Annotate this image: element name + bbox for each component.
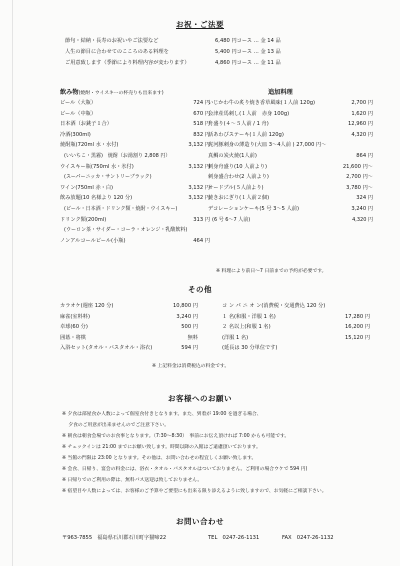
menu-item: [60, 344, 198, 355]
item-price: 864 円: [356, 152, 373, 159]
course-price: 5,400 円コース … 金 13 品: [215, 49, 281, 55]
item-name: いじかわ牛の炙り焼き香草風味(１人前 120g): [208, 100, 316, 106]
item-name: カラオケ(週座 120 分): [60, 303, 114, 309]
item-name: 刺身盛合わせ(2 人前より): [208, 174, 269, 181]
item-name: 入浴セット(タオル・バスタオル・浴衣): [60, 345, 153, 352]
menu-subnote: [60, 205, 210, 216]
request-line: ※ 宿望目や人数によっては、お客様のご予算やご要望にも出来る限り添えるように致しますので、お気軽にご相談下さい。: [62, 489, 327, 494]
item-price: 724 円: [193, 100, 210, 106]
request-line: ※ 朝食は朝食会場でのお食事となります。（7:30〜8:30） 事前にお伝え頂ければ 7:00 からも可能です。: [62, 434, 290, 439]
celebration-text: 節句・結納・長寿のお祝いやご法要など: [65, 38, 159, 44]
menu-item: [208, 163, 373, 174]
item-price: 500 円: [181, 324, 198, 331]
item-name: オードブル(５人前より): [208, 184, 264, 191]
item-price: 15,120 円: [345, 334, 370, 341]
scan-edge: [12, 0, 13, 566]
menu-subnote: [208, 216, 373, 227]
menu-item: [208, 194, 373, 205]
menu-item: [222, 323, 370, 334]
item-subtext: (スーパーニッカ・サントリーブラック): [64, 174, 152, 181]
item-name: 真鯛の炭火焼(1人前): [208, 152, 257, 159]
item-name: 会津産馬刺し(１人前 赤身 100g): [208, 110, 290, 117]
drinks-title-note: (焼酎・ウイスキーの杯売りも出来ます): [78, 91, 164, 96]
item-name: デコレーションケーキ(5 号 3〜5 人前): [208, 205, 300, 212]
menu-item: [60, 313, 198, 324]
item-name: 虎河豚刺身の薄造り(大皿 3〜4人前 ) 27,000 円〜: [208, 142, 327, 149]
item-name: ビール（中瓶）: [60, 110, 97, 117]
item-price: 3,240 円: [351, 205, 373, 212]
item-price: 4,320 円: [351, 131, 373, 138]
menu-item: [208, 99, 373, 110]
celebration-text: 人生の節目に合わせてのこころのある料理を: [65, 49, 169, 55]
item-name: 活あわびステーキ(１人前 120g): [208, 131, 284, 138]
item-price: 16,200 円: [345, 324, 370, 331]
other-left: [60, 302, 198, 355]
course-price: 6,480 円コース … 金 14 品: [215, 38, 281, 44]
drinks-header: [60, 87, 210, 99]
item-name: コ ン パ ニ オ ン(消費税・交通費込 120 分): [222, 303, 326, 309]
request-line: 夕食のご用意が出来ませんのでご注意下さい。: [62, 423, 170, 428]
menu-item: [208, 184, 373, 195]
item-name: (延長は 30 分単位です): [222, 345, 278, 352]
celebration-text: ご用意致します（季節により料理内容が変わります）: [65, 60, 190, 66]
item-subtext: (ビール・日本酒・ドリンク類・焼酎・ウイスキー): [64, 205, 178, 212]
item-price: 12,960 円: [348, 121, 373, 128]
menu-item: [60, 323, 198, 334]
menu-subnote: [60, 173, 210, 184]
menu-item: [60, 237, 210, 248]
menu-item: [60, 184, 210, 195]
item-name: ウイスキー瓶(750ml 水・氷付): [60, 163, 134, 170]
item-price: 3,132 円: [188, 142, 210, 149]
request-line: ※ 会食、日帰り、宴会の料金には、浴衣・タオル・バスタオルはついておりません。ご利用の場合ウケで 594 円): [62, 467, 308, 472]
menu-item: [222, 344, 370, 355]
item-price: 670 円: [193, 110, 210, 117]
item-price: 3,132 円: [188, 184, 210, 191]
item-name: ワイン(750ml 赤・白): [60, 184, 114, 191]
menu-item: [60, 216, 210, 227]
menu-item: [60, 99, 210, 110]
item-subtext: (6 号 6〜7 人前): [212, 216, 251, 223]
address: 〒963-7855 福島県石川郡石川町字猫啼22: [62, 535, 167, 541]
celebration-row: [65, 37, 335, 47]
item-name: 焼酎瓶(720ml 水・水付): [60, 142, 119, 149]
item-price: 3,780 円〜: [346, 184, 373, 191]
menu-item: [208, 173, 373, 184]
request-line: ※ チェックインは 21:00 までにお願い致します。時間以降の入館はご遠慮頂いております。: [62, 445, 261, 450]
drinks-title: 飲み物: [60, 89, 79, 96]
extra-note: ※ 料理により前日〜7 日前までの予約が必要です。: [216, 269, 327, 274]
item-name: 飲み放題(10 名様より 120 分): [60, 195, 133, 202]
phone-number: TEL 0247-26-1131: [208, 535, 260, 541]
item-price: 324 円: [356, 195, 373, 202]
menu-item: [208, 131, 373, 142]
requests-title: お客様へのお願い: [168, 394, 232, 403]
item-name: 麻雀(室料料): [60, 313, 90, 320]
menu-item: [222, 313, 370, 324]
item-name: 冷酒(300ml): [60, 131, 91, 138]
menu-item: [222, 302, 370, 313]
other-right: [222, 302, 370, 355]
item-name: 舟盛り(４〜５人前 / 1 舟): [208, 121, 269, 128]
menu-item: [60, 110, 210, 121]
celebration-row: [65, 59, 335, 69]
requests-list: [62, 410, 372, 498]
item-price: 313 円: [193, 216, 210, 223]
celebration-row: [65, 48, 335, 58]
menu-item: [208, 205, 373, 216]
drinks-list: [60, 99, 210, 247]
extra-column: [208, 87, 373, 226]
item-name: 囲碁・将棋: [60, 334, 86, 341]
menu-item: [60, 194, 210, 205]
drinks-column: [60, 87, 210, 247]
menu-item: [208, 120, 373, 131]
item-name: ノンアルコールビール(小瓶): [60, 237, 126, 244]
menu-subnote: [60, 226, 210, 237]
menu-item: [60, 163, 210, 174]
item-name: ２ 名以上(和服 1 名): [222, 324, 271, 331]
item-name: (洋服 1 名): [222, 334, 249, 341]
menu-item: [60, 131, 210, 142]
item-subtext: (ウーロン茶・サイダー・コーラ・オレンジ・乳酸飲料): [64, 227, 188, 234]
item-name: 刺身舟盛り(10 人前より): [208, 163, 267, 170]
celebration-title: お祝・ご法要: [176, 20, 224, 29]
other-title: その他: [188, 285, 212, 294]
item-price: 518 円: [193, 121, 210, 128]
item-price: 2,700 円〜: [346, 174, 373, 181]
item-name: ドリンク類(200ml): [60, 216, 107, 223]
item-price: 21,600 円〜: [342, 163, 373, 170]
item-price: 3,132 円: [188, 195, 210, 202]
extra-list: [208, 99, 373, 226]
item-name: 卓球(60 分): [60, 324, 88, 331]
item-price: 2,700 円: [351, 100, 373, 106]
menu-item: [60, 302, 198, 313]
item-price: 832 円: [193, 131, 210, 138]
item-price: 4,320 円: [352, 216, 373, 223]
item-subtext: (いいちこ・黒霧) 焼酎（お湯割り 2,808 円）: [64, 152, 171, 159]
item-price: 無料: [187, 334, 198, 341]
item-price: 17,280 円: [345, 313, 370, 320]
extra-header: [208, 87, 373, 99]
item-price: 10,800 円: [173, 303, 198, 309]
item-price: 3,132 円: [188, 163, 210, 170]
course-price: 4,860 円コース … 金 11 品: [215, 60, 281, 66]
menu-item: [208, 152, 373, 163]
tax-note: ※ 上記料金は消費税込の料金です。: [152, 364, 230, 369]
item-price: 464 円: [193, 237, 210, 244]
extra-title: 追加料理: [268, 89, 293, 96]
request-line: ※ 日帰りでのご利用の際は、無料バス送迎は致しておりません。: [62, 478, 203, 483]
menu-item: [208, 141, 373, 152]
menu-item: [60, 120, 210, 131]
item-name: 焼きおにぎり(１人前２個): [208, 195, 270, 202]
request-line: ※ 当館の門限は 23:00 となります。その他は、お問い合わせの程宜しくお願い致します。: [62, 456, 257, 461]
item-price: 3,240 円: [176, 313, 198, 320]
item-price: 1,620 円: [351, 110, 373, 117]
menu-item: [60, 141, 210, 152]
item-name: １ 名(和服・洋服 1 名): [222, 313, 276, 320]
menu-item: [60, 334, 198, 345]
fax-number: FAX 0247-26-1132: [282, 535, 334, 541]
item-price: 594 円: [181, 345, 198, 352]
menu-item: [222, 334, 370, 345]
request-line: ※ 夕食は部屋食か人数によって個室食付きとなります。また、到着が 19:00 を過ぎる場合、: [62, 412, 262, 417]
menu-item: [208, 110, 373, 121]
item-name: ビール（大瓶）: [60, 100, 97, 106]
menu-subnote: [60, 152, 210, 163]
other-right-list: [222, 302, 370, 355]
other-left-list: [60, 302, 198, 355]
contact-title: お問い合わせ: [176, 517, 224, 526]
item-name: 日本酒（お銚子１合）: [60, 121, 112, 128]
